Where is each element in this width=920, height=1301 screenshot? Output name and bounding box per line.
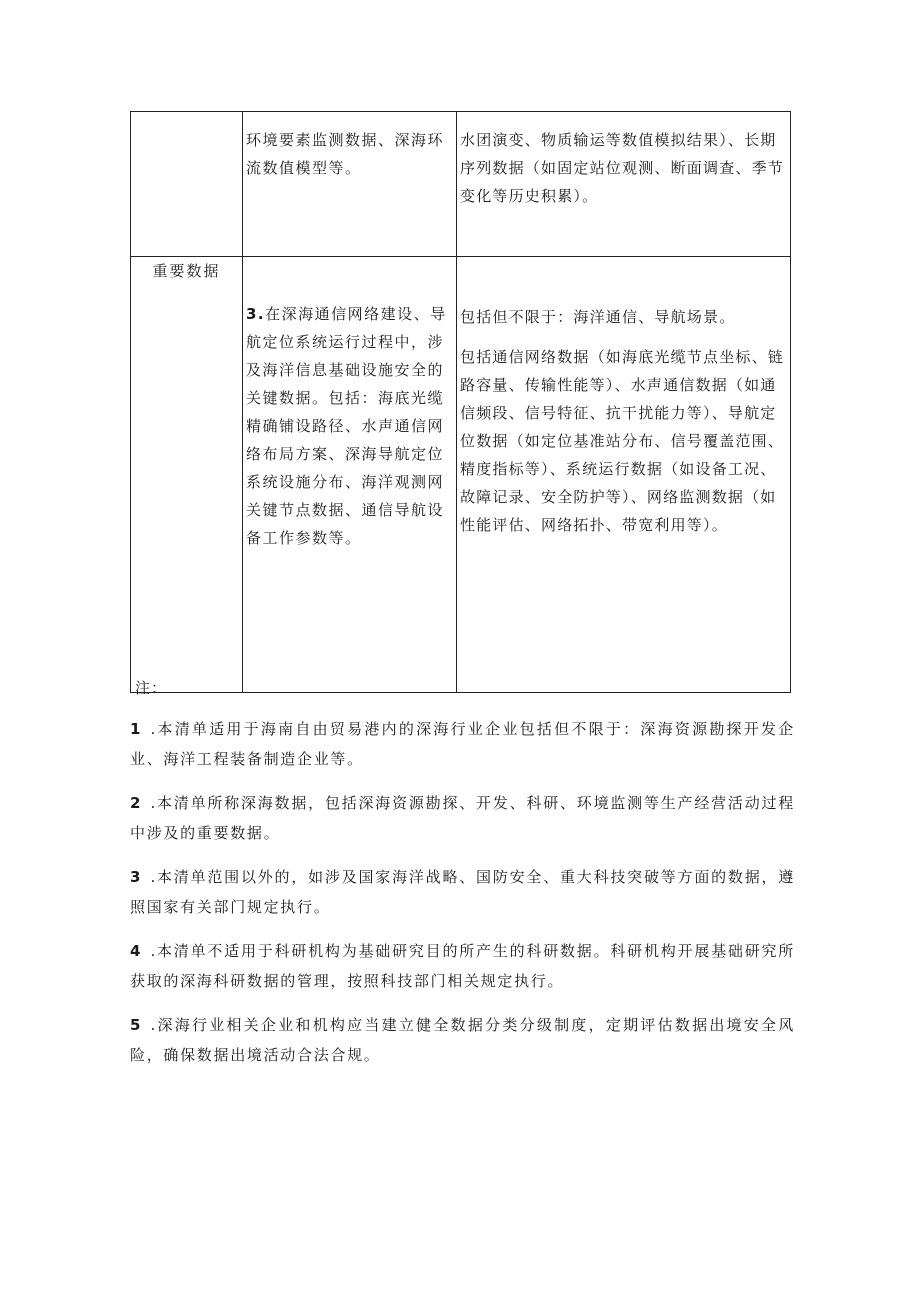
note-text: .本清单范围以外的，如涉及国家海洋战略、国防安全、重大科技突破等方面的数据，遵照国家有关部门规定执行。 <box>130 868 795 916</box>
item-number: 3. <box>246 305 266 323</box>
category-cell <box>131 112 243 257</box>
notes-section <box>130 676 795 1070</box>
table-row <box>131 112 791 257</box>
description-cell: 环境要素监测数据、深海环流数值模型等。 <box>243 112 457 257</box>
scope-intro: 包括但不限于：海洋通信、导航场景。 <box>460 308 736 326</box>
scope-cell: 水团演变、物质输运等数值模拟结果）、长期序列数据（如固定站位观测、断面调查、季节变化等历史积累）。 <box>457 112 791 257</box>
note-number: 3 <box>130 868 141 886</box>
category-cell: 重要数据 <box>131 257 243 693</box>
note-number: 2 <box>130 794 141 812</box>
note-item <box>130 1010 795 1070</box>
note-item <box>130 788 795 848</box>
note-item <box>130 936 795 996</box>
data-catalog-table <box>130 111 791 693</box>
note-number: 4 <box>130 942 141 960</box>
note-item <box>130 714 795 774</box>
note-text: .本清单适用于海南自由贸易港内的深海行业企业包括但不限于：深海资源勘探开发企业、海洋工程装备制造企业等。 <box>130 720 795 768</box>
description-cell <box>243 257 457 693</box>
scope-detail: 包括通信网络数据（如海底光缆节点坐标、链路容量、传输性能等）、水声通信数据（如通信频段、信号特征、抗干扰能力等）、导航定位数据（如定位基准站分布、信号覆盖范围、精度指标等）、系统运行数据（如设备工况、故障记录、安全防护等）、网络监测数据（如性能评估、网络拓扑、带宽利用等）。 <box>460 348 785 534</box>
description-text: 在深海通信网络建设、导航定位系统运行过程中，涉及海洋信息基础设施安全的关键数据。包括：海底光缆精确铺设路径、水声通信网络布局方案、深海导航定位系统设施分布、海洋观测网关键节点数据、通信导航设备工作参数等。 <box>246 305 447 547</box>
note-text: .本清单不适用于科研机构为基础研究目的所产生的科研数据。科研机构开展基础研究所获取的深海科研数据的管理，按照科技部门相关规定执行。 <box>130 942 795 990</box>
notes-label: 注： <box>135 679 168 697</box>
note-number: 1 <box>130 720 141 738</box>
note-text: .深海行业相关企业和机构应当建立健全数据分类分级制度，定期评估数据出境安全风险，确保数据出境活动合法合规。 <box>130 1016 795 1064</box>
scope-cell <box>457 257 791 693</box>
note-item <box>130 862 795 922</box>
table-row <box>131 257 791 693</box>
note-text: .本清单所称深海数据，包括深海资源勘探、开发、科研、环境监测等生产经营活动过程中涉及的重要数据。 <box>130 794 795 842</box>
note-number: 5 <box>130 1016 141 1034</box>
